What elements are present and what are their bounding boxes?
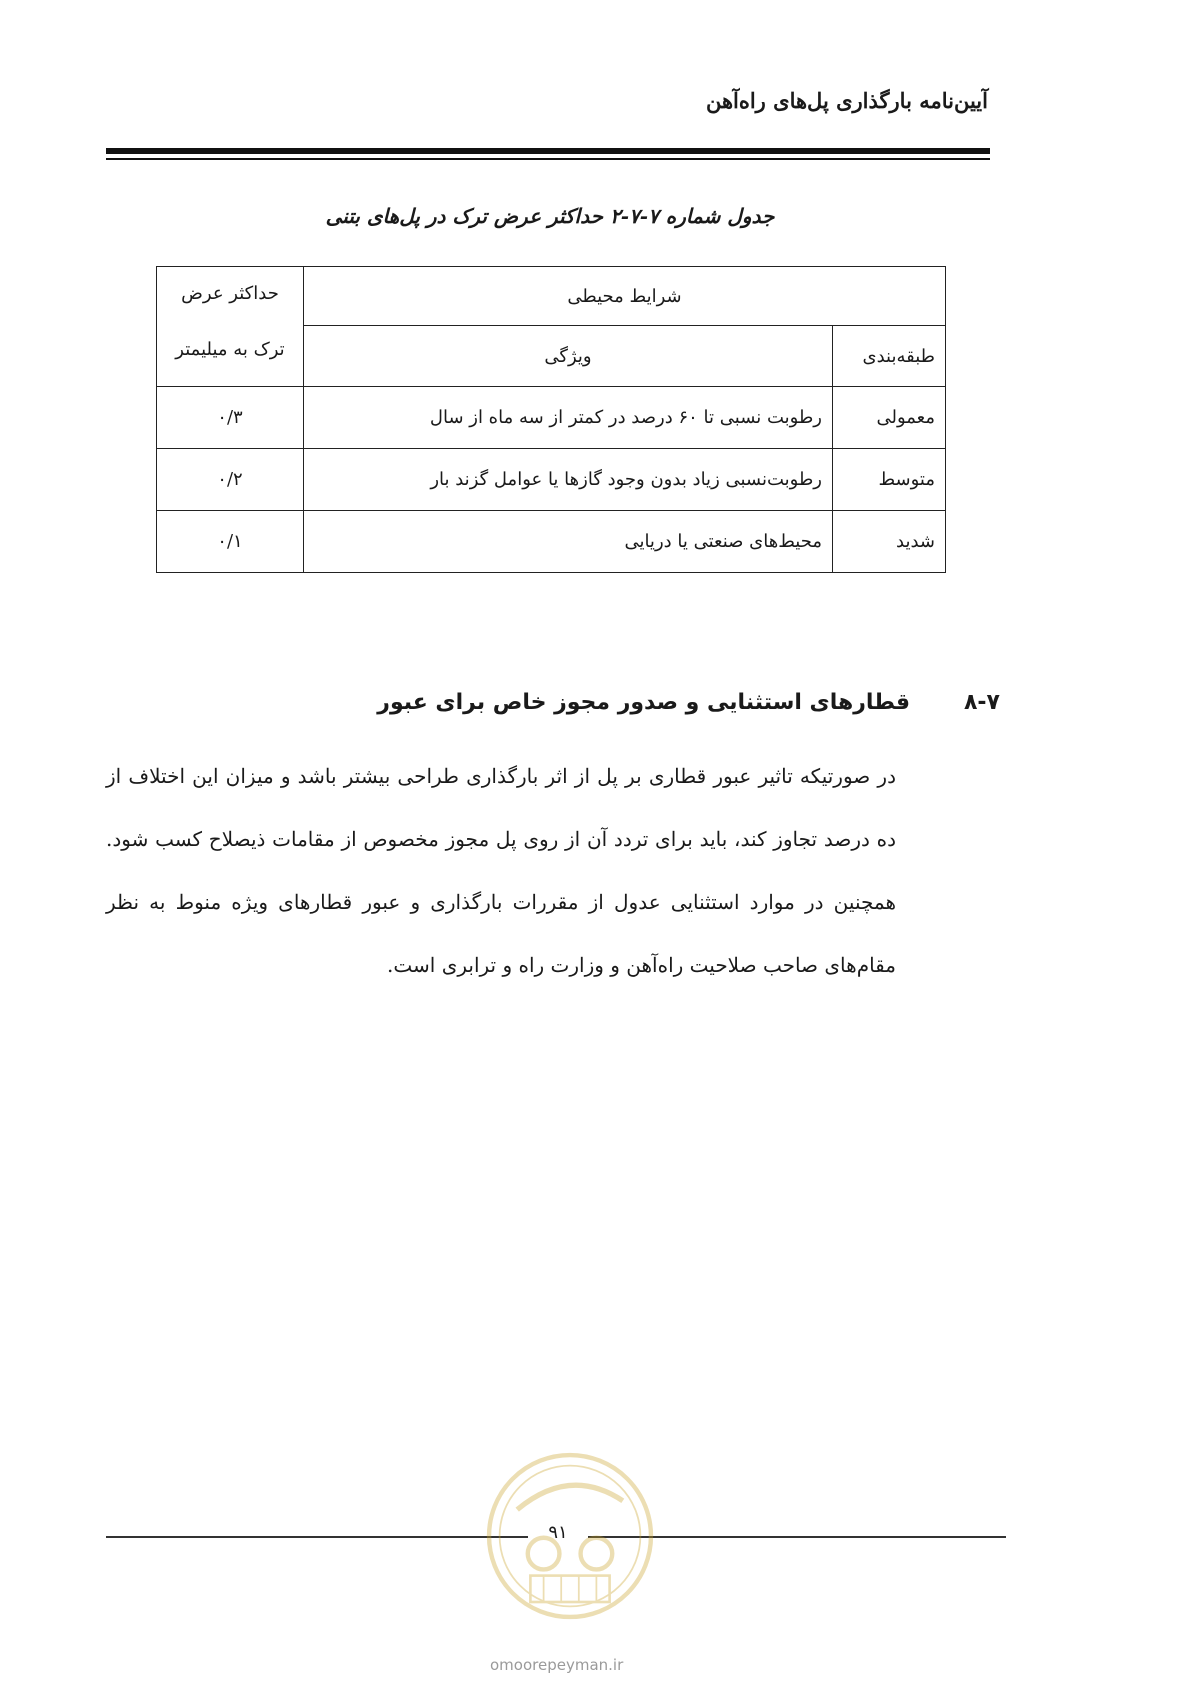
header-rule-thin bbox=[106, 158, 990, 160]
header-feature: ویژگی bbox=[304, 326, 833, 387]
table-row bbox=[157, 387, 946, 449]
site-url: omoorepeyman.ir bbox=[490, 1656, 624, 1674]
section-title: قطارهای استثنایی و صدور مجوز خاص برای عبور bbox=[377, 690, 910, 715]
header-environment: شرایط محیطی bbox=[304, 267, 946, 326]
row-value: ۰/۱ bbox=[157, 511, 304, 573]
row-class: شدید bbox=[833, 511, 946, 573]
row-class: معمولی bbox=[833, 387, 946, 449]
header-classification: طبقه‌بندی bbox=[833, 326, 946, 387]
row-feature: رطوبت‌نسبی زیاد بدون وجود گازها یا عوامل گزند بار bbox=[304, 449, 833, 511]
table-row bbox=[157, 511, 946, 573]
page-number: ۹۱ bbox=[528, 1522, 588, 1543]
running-header: آیین‌نامه بارگذاری پل‌های راه‌آهن bbox=[705, 88, 988, 113]
header-max-width-line2: ترک به میلیمتر bbox=[175, 339, 285, 360]
seal-logo-icon bbox=[482, 1448, 658, 1624]
row-feature: محیط‌های صنعتی یا دریایی bbox=[304, 511, 833, 573]
table-caption: جدول شماره ۷-۷-۲ حداکثر عرض ترک در پل‌های بتنی bbox=[325, 204, 775, 228]
section-number: ۸-۷ bbox=[964, 690, 1000, 715]
table-row bbox=[157, 449, 946, 511]
row-value: ۰/۲ bbox=[157, 449, 304, 511]
row-value: ۰/۳ bbox=[157, 387, 304, 449]
header-max-width-line1: حداکثر عرض bbox=[181, 283, 279, 304]
header-max-width bbox=[157, 267, 304, 387]
row-class: متوسط bbox=[833, 449, 946, 511]
row-feature: رطوبت نسبی تا ۶۰ درصد در کمتر از سه ماه از سال bbox=[304, 387, 833, 449]
header-rule bbox=[106, 148, 990, 154]
crack-width-table bbox=[156, 266, 946, 573]
section-body: در صورتیکه تاثیر عبور قطاری بر پل از اثر بارگذاری طراحی بیشتر باشد و میزان این اختلاف از ده درصد تجاوز کند، باید برای تردد آن از روی پل مجوز مخصوص از مقامات ذیصلاح کسب شود. همچنین در موارد استثنایی عدول از مقررات بارگذاری و عبور قطارهای ویژه منوط به نظر مقام‌های صاحب صلاحیت راه‌آهن و وزارت راه و ترابری است. bbox=[106, 764, 896, 977]
